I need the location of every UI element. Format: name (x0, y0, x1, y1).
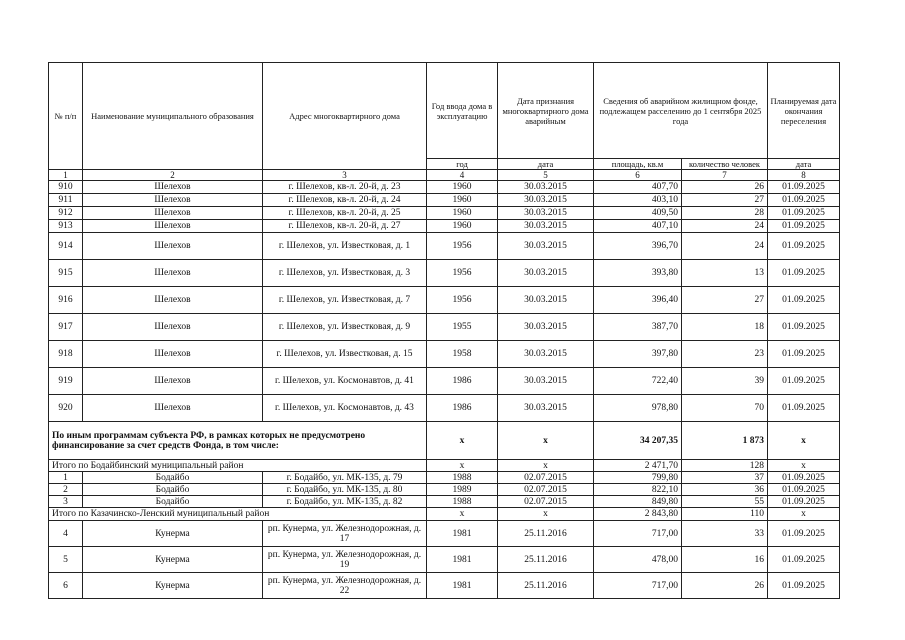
program-total-date: x (498, 422, 594, 460)
cell-end: 01.09.2025 (768, 496, 840, 508)
cell-date: 30.03.2015 (498, 395, 594, 422)
header-municipality: Наименование муниципального образования (83, 63, 263, 170)
cell-year: 1956 (427, 233, 498, 260)
cell-people: 37 (682, 472, 768, 484)
cell-year: 1986 (427, 368, 498, 395)
cell-people: 33 (682, 521, 768, 547)
cell-n: 914 (49, 233, 83, 260)
rows-a (49, 181, 840, 233)
cell-end: 01.09.2025 (768, 233, 840, 260)
kazach-total-date: x (498, 508, 594, 521)
cell-mun: Шелехов (83, 194, 263, 207)
kazach-total-area: 2 843,80 (594, 508, 682, 521)
table-row (49, 287, 840, 314)
cell-area: 403,10 (594, 194, 682, 207)
cell-end: 01.09.2025 (768, 260, 840, 287)
cell-mun: Кунерма (83, 521, 263, 547)
cell-year: 1955 (427, 314, 498, 341)
table-row (49, 484, 840, 496)
header-year: Год ввода дома в эксплуатацию (427, 63, 498, 159)
cell-date: 25.11.2016 (498, 521, 594, 547)
cell-people: 13 (682, 260, 768, 287)
cell-year: 1956 (427, 260, 498, 287)
cell-n: 920 (49, 395, 83, 422)
header-planned: Планируемая дата окончания переселения (768, 63, 840, 159)
colnum: 5 (498, 170, 594, 181)
cell-date: 25.11.2016 (498, 573, 594, 599)
cell-end: 01.09.2025 (768, 207, 840, 220)
cell-end: 01.09.2025 (768, 314, 840, 341)
cell-mun: Кунерма (83, 573, 263, 599)
cell-n: 915 (49, 260, 83, 287)
cell-date: 30.03.2015 (498, 341, 594, 368)
cell-date: 02.07.2015 (498, 472, 594, 484)
cell-area: 799,80 (594, 472, 682, 484)
unit-date2: дата (768, 159, 840, 170)
cell-end: 01.09.2025 (768, 181, 840, 194)
table-row (49, 496, 840, 508)
colnum: 3 (263, 170, 427, 181)
cell-date: 02.07.2015 (498, 484, 594, 496)
cell-addr: г. Шелехов, кв-л. 20-й, д. 24 (263, 194, 427, 207)
table-header (49, 63, 840, 181)
cell-people: 24 (682, 233, 768, 260)
cell-addr: г. Шелехов, ул. Космонавтов, д. 41 (263, 368, 427, 395)
cell-date: 30.03.2015 (498, 260, 594, 287)
cell-area: 393,80 (594, 260, 682, 287)
cell-addr: г. Шелехов, кв-л. 20-й, д. 25 (263, 207, 427, 220)
table-row (49, 181, 840, 194)
cell-date: 30.03.2015 (498, 368, 594, 395)
kazach-total (49, 508, 840, 521)
cell-end: 01.09.2025 (768, 395, 840, 422)
colnum: 6 (594, 170, 682, 181)
cell-n: 912 (49, 207, 83, 220)
cell-mun: Шелехов (83, 260, 263, 287)
cell-people: 39 (682, 368, 768, 395)
cell-addr: г. Шелехов, ул. Космонавтов, д. 43 (263, 395, 427, 422)
cell-end: 01.09.2025 (768, 368, 840, 395)
rows-d (49, 521, 840, 599)
cell-year: 1958 (427, 341, 498, 368)
cell-n: 913 (49, 220, 83, 233)
cell-n: 918 (49, 341, 83, 368)
bodaibo-total-year: x (427, 460, 498, 472)
cell-n: 917 (49, 314, 83, 341)
program-total-label: По иным программам субъекта РФ, в рамках которых не предусмотрено финансирование за счет средств Фонда, в том числе: (49, 422, 427, 460)
housing-table (48, 62, 840, 599)
program-total-end: x (768, 422, 840, 460)
cell-date: 30.03.2015 (498, 233, 594, 260)
cell-area: 407,10 (594, 220, 682, 233)
cell-year: 1988 (427, 496, 498, 508)
cell-n: 919 (49, 368, 83, 395)
rows-b (49, 233, 840, 422)
colnum: 7 (682, 170, 768, 181)
header-num: № п/п (49, 63, 83, 170)
cell-area: 397,80 (594, 341, 682, 368)
cell-year: 1960 (427, 194, 498, 207)
table-row (49, 207, 840, 220)
colnum: 1 (49, 170, 83, 181)
cell-area: 722,40 (594, 368, 682, 395)
cell-addr: г. Бодайбо, ул. МК-135, д. 82 (263, 496, 427, 508)
table-row (49, 233, 840, 260)
cell-mun: Шелехов (83, 220, 263, 233)
cell-area: 717,00 (594, 573, 682, 599)
cell-people: 70 (682, 395, 768, 422)
cell-year: 1981 (427, 521, 498, 547)
cell-mun: Шелехов (83, 395, 263, 422)
colnum: 4 (427, 170, 498, 181)
cell-n: 5 (49, 547, 83, 573)
cell-n: 4 (49, 521, 83, 547)
program-total (49, 422, 840, 472)
cell-people: 26 (682, 181, 768, 194)
bodaibo-total-label: Итого по Бодайбинский муниципальный район (49, 460, 427, 472)
cell-addr: рп. Кунерма, ул. Железнодорожная, д. 17 (263, 521, 427, 547)
cell-addr: г. Шелехов, ул. Известковая, д. 15 (263, 341, 427, 368)
cell-people: 16 (682, 547, 768, 573)
cell-area: 849,80 (594, 496, 682, 508)
colnum: 2 (83, 170, 263, 181)
cell-n: 2 (49, 484, 83, 496)
table-row (49, 395, 840, 422)
cell-area: 822,10 (594, 484, 682, 496)
cell-area: 396,70 (594, 233, 682, 260)
bodaibo-total-end: x (768, 460, 840, 472)
cell-addr: г. Шелехов, ул. Известковая, д. 9 (263, 314, 427, 341)
header-recognized: Дата признания многоквартирного дома аварийным (498, 63, 594, 159)
table-row (49, 341, 840, 368)
cell-addr: рп. Кунерма, ул. Железнодорожная, д. 22 (263, 573, 427, 599)
cell-end: 01.09.2025 (768, 521, 840, 547)
table-row (49, 260, 840, 287)
cell-mun: Кунерма (83, 547, 263, 573)
cell-date: 30.03.2015 (498, 181, 594, 194)
cell-date: 30.03.2015 (498, 287, 594, 314)
cell-addr: г. Шелехов, кв-л. 20-й, д. 23 (263, 181, 427, 194)
cell-n: 1 (49, 472, 83, 484)
cell-addr: г. Бодайбо, ул. МК-135, д. 79 (263, 472, 427, 484)
cell-date: 30.03.2015 (498, 220, 594, 233)
kazach-total-year: x (427, 508, 498, 521)
cell-year: 1981 (427, 573, 498, 599)
cell-mun: Бодайбо (83, 484, 263, 496)
header-info: Сведения об аварийном жилищном фонде, подлежащем расселению до 1 сентября 2025 года (594, 63, 768, 159)
cell-year: 1960 (427, 181, 498, 194)
cell-mun: Шелехов (83, 368, 263, 395)
cell-people: 18 (682, 314, 768, 341)
bodaibo-total-area: 2 471,70 (594, 460, 682, 472)
cell-date: 30.03.2015 (498, 314, 594, 341)
cell-people: 28 (682, 207, 768, 220)
bodaibo-total-people: 128 (682, 460, 768, 472)
cell-n: 3 (49, 496, 83, 508)
table-row (49, 314, 840, 341)
table-row (49, 368, 840, 395)
table-row (49, 472, 840, 484)
cell-area: 978,80 (594, 395, 682, 422)
cell-people: 27 (682, 287, 768, 314)
cell-year: 1960 (427, 220, 498, 233)
kazach-total-people: 110 (682, 508, 768, 521)
cell-mun: Шелехов (83, 314, 263, 341)
table-row (49, 547, 840, 573)
cell-end: 01.09.2025 (768, 472, 840, 484)
cell-end: 01.09.2025 (768, 287, 840, 314)
cell-people: 55 (682, 496, 768, 508)
cell-year: 1988 (427, 472, 498, 484)
cell-mun: Шелехов (83, 181, 263, 194)
table-row (49, 194, 840, 207)
cell-people: 23 (682, 341, 768, 368)
cell-year: 1989 (427, 484, 498, 496)
cell-addr: рп. Кунерма, ул. Железнодорожная, д. 19 (263, 547, 427, 573)
cell-n: 911 (49, 194, 83, 207)
kazach-total-end: x (768, 508, 840, 521)
cell-end: 01.09.2025 (768, 194, 840, 207)
cell-area: 407,70 (594, 181, 682, 194)
cell-area: 409,50 (594, 207, 682, 220)
cell-end: 01.09.2025 (768, 484, 840, 496)
cell-addr: г. Шелехов, ул. Известковая, д. 1 (263, 233, 427, 260)
cell-area: 387,70 (594, 314, 682, 341)
cell-addr: г. Бодайбо, ул. МК-135, д. 80 (263, 484, 427, 496)
cell-people: 26 (682, 573, 768, 599)
table-row (49, 521, 840, 547)
cell-mun: Бодайбо (83, 472, 263, 484)
cell-mun: Шелехов (83, 207, 263, 220)
cell-end: 01.09.2025 (768, 547, 840, 573)
cell-mun: Шелехов (83, 287, 263, 314)
cell-addr: г. Шелехов, ул. Известковая, д. 3 (263, 260, 427, 287)
unit-people: количество человек (682, 159, 768, 170)
cell-area: 717,00 (594, 521, 682, 547)
cell-year: 1956 (427, 287, 498, 314)
cell-n: 916 (49, 287, 83, 314)
cell-year: 1986 (427, 395, 498, 422)
cell-year: 1981 (427, 547, 498, 573)
program-total-people: 1 873 (682, 422, 768, 460)
cell-mun: Шелехов (83, 341, 263, 368)
unit-date: дата (498, 159, 594, 170)
kazach-total-label: Итого по Казачинско-Ленский муниципальный район (49, 508, 427, 521)
cell-end: 01.09.2025 (768, 341, 840, 368)
cell-mun: Бодайбо (83, 496, 263, 508)
cell-date: 30.03.2015 (498, 194, 594, 207)
cell-addr: г. Шелехов, кв-л. 20-й, д. 27 (263, 220, 427, 233)
header-address: Адрес многоквартирного дома (263, 63, 427, 170)
table-row (49, 573, 840, 599)
cell-date: 30.03.2015 (498, 207, 594, 220)
cell-mun: Шелехов (83, 233, 263, 260)
cell-area: 478,00 (594, 547, 682, 573)
cell-area: 396,40 (594, 287, 682, 314)
cell-n: 910 (49, 181, 83, 194)
cell-people: 27 (682, 194, 768, 207)
bodaibo-total-date: x (498, 460, 594, 472)
program-total-area: 34 207,35 (594, 422, 682, 460)
cell-people: 24 (682, 220, 768, 233)
cell-people: 36 (682, 484, 768, 496)
cell-addr: г. Шелехов, ул. Известковая, д. 7 (263, 287, 427, 314)
unit-year: год (427, 159, 498, 170)
unit-area: площадь, кв.м (594, 159, 682, 170)
cell-end: 01.09.2025 (768, 220, 840, 233)
table-row (49, 220, 840, 233)
cell-n: 6 (49, 573, 83, 599)
cell-date: 02.07.2015 (498, 496, 594, 508)
rows-c (49, 472, 840, 508)
colnum: 8 (768, 170, 840, 181)
cell-year: 1960 (427, 207, 498, 220)
cell-date: 25.11.2016 (498, 547, 594, 573)
cell-end: 01.09.2025 (768, 573, 840, 599)
program-total-year: x (427, 422, 498, 460)
